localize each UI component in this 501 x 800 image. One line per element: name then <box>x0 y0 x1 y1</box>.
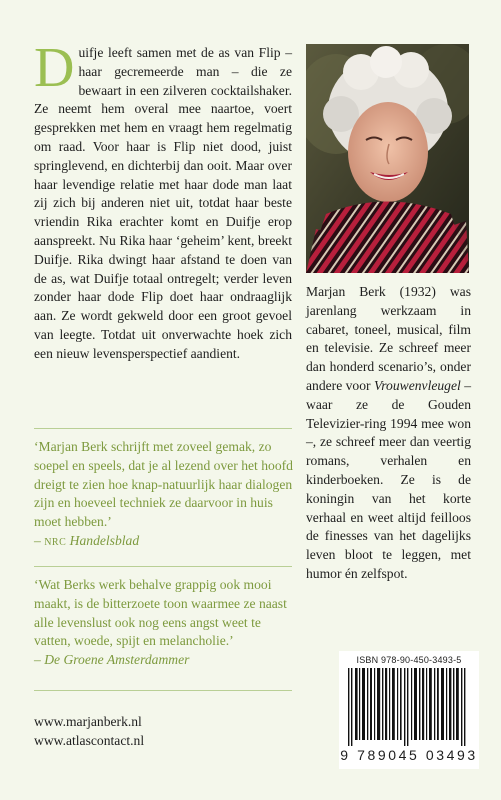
review-quote-2-source: – De Groene Amsterdammer <box>34 652 190 668</box>
review-quote-1-text: ‘Marjan Berk schrijft met zoveel gemak, zo soepel en speels, dat je al lezend over het hoofd dreigt te zien hoe knap-natuurlijk haar dialogen zijn en hoeveel techniek ze daarvoor in huis moet hebben.’ <box>34 439 293 530</box>
isbn-text: ISBN 978-90-450-3493-5 <box>356 655 462 665</box>
book-blurb <box>34 37 292 364</box>
author-bio-part-2: – waar ze de Gouden Televizier-ring 1994 mee won –, ze schreef meer dan veertig romans, verhalen en kinderboeken. Ze is de koningin van het korte verhaal en weet altijd feilloos de finesses van het dagelijks leven bloot te leggen, met humor én zelfspot. <box>306 377 472 581</box>
divider-2 <box>34 566 292 567</box>
barcode-digits: 9 789045 03493 <box>340 747 478 763</box>
author-bio <box>306 283 471 584</box>
author-bio-title: Vrouwenvleugel <box>373 377 461 393</box>
barcode <box>339 651 479 769</box>
barcode-bars <box>346 668 472 746</box>
website-link-author[interactable]: www.marjanberk.nl <box>34 714 142 729</box>
website-link-publisher[interactable]: www.atlascontact.nl <box>34 733 145 748</box>
divider-1 <box>34 428 292 429</box>
review-quote-1 <box>34 438 294 551</box>
websites <box>34 712 144 750</box>
drop-cap: D <box>34 37 75 99</box>
author-photo <box>306 44 469 273</box>
review-quote-2-text: ‘Wat Berks werk behalve grappig ook mooi maakt, is de bitterzoete toon waarmee ze naast alle levenslust ook nog eens angst weet te vatten, woede, spijt en melancholie.’ <box>34 577 287 649</box>
review-quote-2 <box>34 576 294 670</box>
review-quote-1-source: – nrc Handelsblad <box>34 532 140 548</box>
divider-3 <box>34 690 292 691</box>
author-bio-part-1: Marjan Berk (1932) was jarenlang werkzaam in cabaret, toneel, musical, film en televisie. Ze schreef meer dan honderd scenario’s, onder andere voor <box>306 284 471 393</box>
blurb-text: uifje leeft samen met de as van Flip – haar gecremeerde man – die ze bewaart in een zilveren cocktailshaker. Ze neemt hem overal mee naartoe, voert gesprekken met hem en vraagt hem regelmatig om raad. Voor haar is Flip niet dood, juist springlevend, en dichterbij dan ooit. Maar over haar levendige relatie met haar dode man laat zij zich bij anderen niet uit, totdat haar beste vriendin Rika erachter komt en Duifje erop aanspreekt. Nu Rika haar ‘geheim’ kent, breekt Duifje. Rika dwingt haar afstand te doen van de as, wat Duifje totaal ontregelt; verder leven zonder haar dode Flip doet haar ondraaglijk aan. Ze wordt gekweld door een groot gevoel van leegte. Totdat uit onverwachte hoek zich een nieuw levensperspectief aandient. <box>34 45 292 361</box>
